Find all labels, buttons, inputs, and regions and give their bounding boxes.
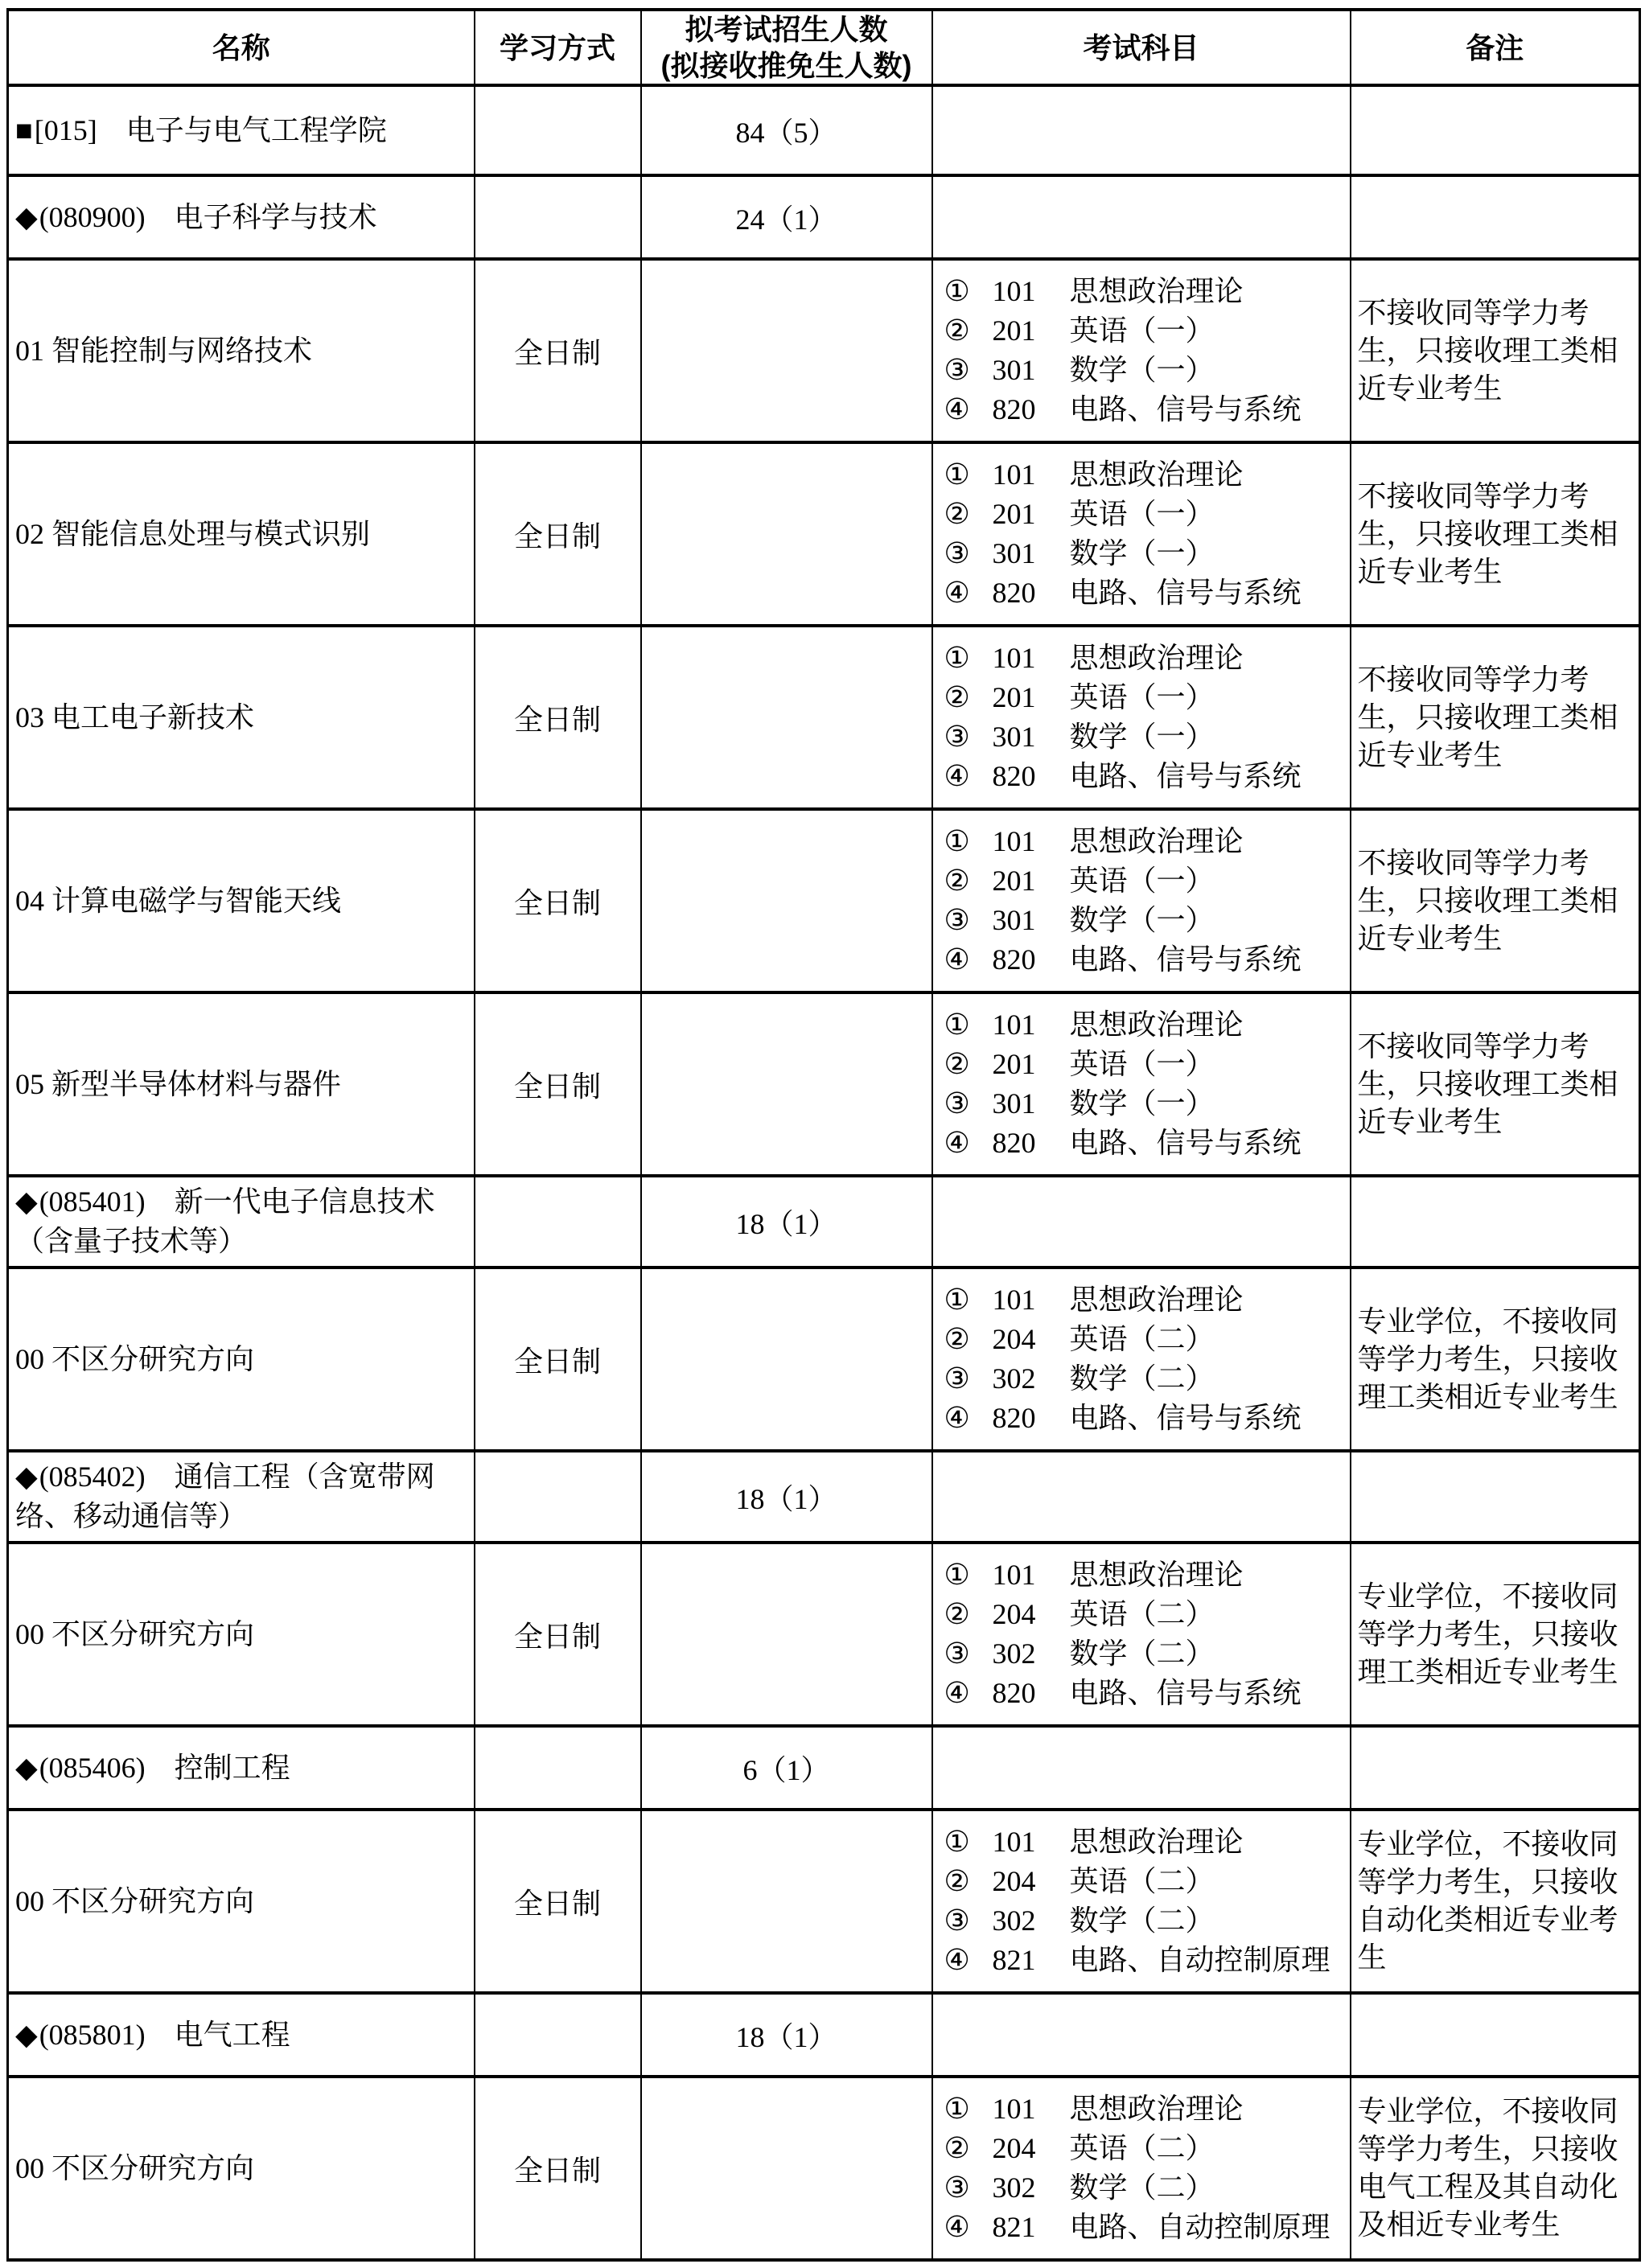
name-cell (8, 1543, 475, 1726)
name-cell (8, 1451, 475, 1543)
subject-code: 302 (992, 1637, 1036, 1670)
subject-line (944, 573, 1347, 613)
subject-title: 数学（二） (1069, 1362, 1215, 1395)
subject-title: 数学（二） (1069, 1904, 1215, 1937)
subject-code: 301 (992, 1087, 1036, 1120)
enrollment-cell: 6（1） (641, 1726, 932, 1810)
subject-code: 101 (992, 825, 1036, 857)
name-cell (8, 1268, 475, 1451)
subject-code: 101 (992, 1284, 1036, 1316)
enrollment-cell (641, 809, 932, 992)
subject-line (944, 1674, 1347, 1713)
subjects-cell (932, 1810, 1351, 1993)
subject-line (944, 940, 1347, 980)
col-header-subjects: 考试科目 (932, 10, 1351, 85)
subject-code: 101 (992, 642, 1036, 674)
name-cell (8, 809, 475, 992)
subject-title: 电路、信号与系统 (1069, 577, 1302, 609)
subject-number: ④ (944, 1127, 970, 1159)
subject-title: 英语（二） (1069, 1323, 1215, 1355)
row-name: (085401) 新一代电子信息技术（含量子技术等） (15, 1185, 435, 1257)
col-header-note: 备注 (1351, 10, 1640, 85)
subject-line (944, 534, 1347, 573)
marker-diamond-icon: ◆ (15, 1461, 38, 1493)
table-row (8, 1726, 1640, 1810)
subject-title: 思想政治理论 (1069, 1559, 1244, 1591)
study-mode-cell: 全日制 (475, 2077, 641, 2260)
subject-title: 数学（一） (1069, 721, 1215, 753)
note-cell: 不接收同等学力考生，只接收理工类相近专业考生 (1351, 626, 1640, 809)
row-name: 04 计算电磁学与智能天线 (15, 884, 342, 917)
table-row (8, 1176, 1640, 1268)
subjects-cell (932, 259, 1351, 442)
subject-number: ① (944, 2093, 970, 2125)
subject-title: 思想政治理论 (1069, 275, 1244, 307)
row-name: 05 新型半导体材料与器件 (15, 1067, 342, 1100)
name-cell (8, 442, 475, 626)
subject-code: 302 (992, 1904, 1036, 1937)
enrollment-cell: 18（1） (641, 1176, 932, 1268)
subject-number: ③ (944, 1637, 970, 1670)
subject-line (944, 1595, 1347, 1634)
marker-diamond-icon: ◆ (15, 2018, 38, 2051)
table-row (8, 992, 1640, 1176)
subject-number: ② (944, 681, 970, 713)
subject-number: ② (944, 314, 970, 347)
study-mode-cell: 全日制 (475, 626, 641, 809)
subject-line (944, 2168, 1347, 2208)
row-name: 03 电工电子新技术 (15, 701, 255, 733)
table-row (8, 85, 1640, 175)
enrollment-cell: 18（1） (641, 1451, 932, 1543)
note-cell: 不接收同等学力考生，只接收理工类相近专业考生 (1351, 259, 1640, 442)
subject-line (944, 390, 1347, 429)
subject-code: 201 (992, 1048, 1036, 1080)
subject-number: ④ (944, 1402, 970, 1434)
marker-square-icon: ■ (15, 113, 33, 146)
subject-number: ④ (944, 393, 970, 425)
subject-code: 820 (992, 1127, 1036, 1159)
subject-title: 数学（二） (1069, 1637, 1215, 1670)
subject-code: 201 (992, 314, 1036, 347)
subject-number: ② (944, 1323, 970, 1355)
subject-line (944, 639, 1347, 678)
subject-code: 201 (992, 498, 1036, 530)
name-cell (8, 175, 475, 259)
study-mode-cell (475, 175, 641, 259)
subject-code: 820 (992, 1677, 1036, 1709)
subject-number: ① (944, 825, 970, 857)
table-row (8, 1268, 1640, 1451)
subject-line (944, 1822, 1347, 1862)
subject-code: 204 (992, 1865, 1036, 1897)
marker-diamond-icon: ◆ (15, 1185, 38, 1218)
subject-line (944, 1901, 1347, 1941)
subject-title: 电路、信号与系统 (1069, 393, 1302, 425)
study-mode-cell (475, 1176, 641, 1268)
note-cell: 不接收同等学力考生，只接收理工类相近专业考生 (1351, 442, 1640, 626)
subject-code: 820 (992, 393, 1036, 425)
subject-title: 数学（一） (1069, 354, 1215, 386)
table-row (8, 1543, 1640, 1726)
subject-title: 思想政治理论 (1069, 1009, 1244, 1041)
subject-number: ② (944, 2132, 970, 2164)
row-name: (085402) 通信工程（含宽带网络、移动通信等） (15, 1461, 435, 1532)
col-header-study-mode: 学习方式 (475, 10, 641, 85)
subject-line (944, 1359, 1347, 1399)
row-name: (080900) 电子科学与技术 (39, 200, 377, 233)
marker-diamond-icon: ◆ (15, 200, 38, 233)
subject-code: 201 (992, 681, 1036, 713)
subject-number: ③ (944, 721, 970, 753)
subject-title: 电路、自动控制原理 (1069, 2211, 1330, 2243)
subject-line (944, 1941, 1347, 1980)
subject-number: ④ (944, 1944, 970, 1976)
subject-line (944, 822, 1347, 861)
enrollment-cell (641, 2077, 932, 2260)
note-cell: 不接收同等学力考生，只接收理工类相近专业考生 (1351, 992, 1640, 1176)
subject-number: ① (944, 1559, 970, 1591)
subject-title: 电路、信号与系统 (1069, 760, 1302, 792)
subjects-cell (932, 1543, 1351, 1726)
subject-title: 英语（二） (1069, 1598, 1215, 1630)
subject-number: ③ (944, 354, 970, 386)
note-cell: 专业学位，不接收同等学力考生，只接收电气工程及其自动化及相近专业考生 (1351, 2077, 1640, 2260)
subject-code: 101 (992, 1826, 1036, 1858)
subject-line (944, 2089, 1347, 2129)
subject-code: 201 (992, 865, 1036, 897)
enrollment-cell: 24（1） (641, 175, 932, 259)
subject-title: 思想政治理论 (1069, 2093, 1244, 2125)
subject-code: 204 (992, 2132, 1036, 2164)
enrollment-cell: 84（5） (641, 85, 932, 175)
subject-line (944, 2208, 1347, 2247)
subjects-cell (932, 1993, 1351, 2077)
subject-line (944, 1320, 1347, 1359)
row-name: 00 不区分研究方向 (15, 1884, 255, 1917)
table-row (8, 2077, 1640, 2260)
row-name: (085406) 控制工程 (39, 1751, 290, 1784)
subjects-cell (932, 992, 1351, 1176)
study-mode-cell: 全日制 (475, 1268, 641, 1451)
subject-code: 820 (992, 577, 1036, 609)
note-cell: 专业学位，不接收同等学力考生，只接收理工类相近专业考生 (1351, 1543, 1640, 1726)
subject-title: 英语（二） (1069, 1865, 1215, 1897)
row-name: 02 智能信息处理与模式识别 (15, 517, 371, 550)
subject-line (944, 495, 1347, 534)
row-name: 00 不区分研究方向 (15, 2151, 255, 2184)
note-cell (1351, 1993, 1640, 2077)
subject-title: 电路、自动控制原理 (1069, 1944, 1330, 1976)
subject-number: ③ (944, 2171, 970, 2204)
subject-code: 820 (992, 760, 1036, 792)
subject-line (944, 1045, 1347, 1084)
subject-title: 英语（一） (1069, 681, 1215, 713)
subject-code: 821 (992, 2211, 1036, 2243)
row-name: (085801) 电气工程 (39, 2018, 290, 2051)
subject-title: 电路、信号与系统 (1069, 1677, 1302, 1709)
subject-number: ① (944, 275, 970, 307)
subject-number: ② (944, 1048, 970, 1080)
subject-line (944, 901, 1347, 940)
enrollment-cell (641, 992, 932, 1176)
name-cell (8, 992, 475, 1176)
subject-number: ③ (944, 537, 970, 569)
name-cell (8, 1810, 475, 1993)
name-cell (8, 85, 475, 175)
subject-code: 301 (992, 354, 1036, 386)
subject-code: 301 (992, 721, 1036, 753)
subject-number: ② (944, 1598, 970, 1630)
subject-line (944, 272, 1347, 311)
table-row (8, 442, 1640, 626)
subjects-cell (932, 1451, 1351, 1543)
subject-line (944, 757, 1347, 796)
enrollment-cell (641, 1543, 932, 1726)
study-mode-cell (475, 85, 641, 175)
study-mode-cell: 全日制 (475, 992, 641, 1176)
table-row (8, 809, 1640, 992)
subject-line (944, 1005, 1347, 1045)
subject-number: ④ (944, 943, 970, 976)
table-row (8, 259, 1640, 442)
subjects-cell (932, 809, 1351, 992)
subject-title: 思想政治理论 (1069, 458, 1244, 491)
table-row (8, 175, 1640, 259)
header-row (8, 10, 1640, 85)
subject-code: 101 (992, 1559, 1036, 1591)
subject-title: 思想政治理论 (1069, 1826, 1244, 1858)
table-body (8, 85, 1640, 2260)
subjects-cell (932, 1268, 1351, 1451)
row-name: 00 不区分研究方向 (15, 1342, 255, 1375)
subjects-cell (932, 85, 1351, 175)
enrollment-cell (641, 442, 932, 626)
study-mode-cell (475, 1993, 641, 2077)
subject-title: 英语（二） (1069, 2132, 1215, 2164)
subject-number: ④ (944, 577, 970, 609)
subject-title: 英语（一） (1069, 314, 1215, 347)
subject-code: 101 (992, 458, 1036, 491)
subject-line (944, 1399, 1347, 1438)
subject-title: 思想政治理论 (1069, 642, 1244, 674)
subject-line (944, 2129, 1347, 2168)
subject-line (944, 861, 1347, 901)
admissions-table (6, 8, 1641, 2262)
row-name: 01 智能控制与网络技术 (15, 334, 313, 367)
subject-title: 数学（一） (1069, 537, 1215, 569)
subject-code: 301 (992, 537, 1036, 569)
subject-title: 电路、信号与系统 (1069, 1127, 1302, 1159)
subject-code: 301 (992, 904, 1036, 936)
subject-code: 204 (992, 1323, 1036, 1355)
subject-title: 数学（一） (1069, 904, 1215, 936)
subject-number: ③ (944, 1362, 970, 1395)
enrollment-cell (641, 1810, 932, 1993)
note-cell: 不接收同等学力考生，只接收理工类相近专业考生 (1351, 809, 1640, 992)
subject-code: 101 (992, 275, 1036, 307)
study-mode-cell: 全日制 (475, 1810, 641, 1993)
table-row (8, 1810, 1640, 1993)
subject-title: 思想政治理论 (1069, 825, 1244, 857)
subject-number: ③ (944, 904, 970, 936)
enrollment-cell (641, 259, 932, 442)
subject-line (944, 351, 1347, 390)
subject-line (944, 455, 1347, 495)
subject-code: 821 (992, 1944, 1036, 1976)
subject-line (944, 311, 1347, 351)
subject-number: ① (944, 458, 970, 491)
note-cell: 专业学位，不接收同等学力考生，只接收自动化类相近专业考生 (1351, 1810, 1640, 1993)
subjects-cell (932, 442, 1351, 626)
enrollment-cell (641, 626, 932, 809)
note-cell (1351, 1726, 1640, 1810)
subject-line (944, 678, 1347, 717)
subject-line (944, 1862, 1347, 1901)
subjects-cell (932, 626, 1351, 809)
table-row (8, 626, 1640, 809)
study-mode-cell: 全日制 (475, 809, 641, 992)
study-mode-cell (475, 1726, 641, 1810)
subject-number: ① (944, 1009, 970, 1041)
subject-title: 英语（一） (1069, 1048, 1215, 1080)
row-name: 00 不区分研究方向 (15, 1617, 255, 1650)
subject-title: 电路、信号与系统 (1069, 1402, 1302, 1434)
subject-number: ④ (944, 1677, 970, 1709)
note-cell (1351, 1451, 1640, 1543)
table-row (8, 1451, 1640, 1543)
subjects-cell (932, 175, 1351, 259)
subject-number: ④ (944, 760, 970, 792)
name-cell (8, 2077, 475, 2260)
subject-line (944, 1084, 1347, 1124)
row-name: [015] 电子与电气工程学院 (34, 113, 387, 146)
subjects-cell (932, 1726, 1351, 1810)
subject-line (944, 1124, 1347, 1163)
subject-code: 302 (992, 1362, 1036, 1395)
note-cell (1351, 85, 1640, 175)
subject-title: 电路、信号与系统 (1069, 943, 1302, 976)
note-cell (1351, 175, 1640, 259)
subject-title: 思想政治理论 (1069, 1284, 1244, 1316)
subjects-cell (932, 1176, 1351, 1268)
note-cell: 专业学位，不接收同等学力考生，只接收理工类相近专业考生 (1351, 1268, 1640, 1451)
subject-code: 302 (992, 2171, 1036, 2204)
col-header-name: 名称 (8, 10, 475, 85)
subject-title: 英语（一） (1069, 865, 1215, 897)
subject-number: ② (944, 1865, 970, 1897)
study-mode-cell: 全日制 (475, 1543, 641, 1726)
subject-line (944, 1634, 1347, 1674)
marker-diamond-icon: ◆ (15, 1751, 38, 1784)
subject-number: ② (944, 498, 970, 530)
subject-code: 820 (992, 1402, 1036, 1434)
col-header-enrollment-line1: 拟考试招生人数 (685, 13, 888, 46)
subject-title: 数学（二） (1069, 2171, 1215, 2204)
study-mode-cell: 全日制 (475, 442, 641, 626)
subject-title: 英语（一） (1069, 498, 1215, 530)
col-header-enrollment (641, 10, 932, 85)
enrollment-cell: 18（1） (641, 1993, 932, 2077)
col-header-enrollment-line2: (拟接收推免生人数) (660, 49, 912, 82)
subject-code: 101 (992, 2093, 1036, 2125)
subject-number: ③ (944, 1904, 970, 1937)
subject-line (944, 717, 1347, 757)
name-cell (8, 1176, 475, 1268)
subject-code: 101 (992, 1009, 1036, 1041)
study-mode-cell (475, 1451, 641, 1543)
subject-number: ① (944, 1826, 970, 1858)
study-mode-cell: 全日制 (475, 259, 641, 442)
subject-number: ② (944, 865, 970, 897)
note-cell (1351, 1176, 1640, 1268)
subjects-cell (932, 2077, 1351, 2260)
subject-number: ① (944, 642, 970, 674)
subject-line (944, 1555, 1347, 1595)
enrollment-cell (641, 1268, 932, 1451)
subject-code: 820 (992, 943, 1036, 976)
subject-number: ④ (944, 2211, 970, 2243)
name-cell (8, 1726, 475, 1810)
subject-number: ① (944, 1284, 970, 1316)
subject-number: ③ (944, 1087, 970, 1120)
table-row (8, 1993, 1640, 2077)
name-cell (8, 259, 475, 442)
name-cell (8, 626, 475, 809)
subject-code: 204 (992, 1598, 1036, 1630)
subject-title: 数学（一） (1069, 1087, 1215, 1120)
name-cell (8, 1993, 475, 2077)
subject-line (944, 1280, 1347, 1320)
